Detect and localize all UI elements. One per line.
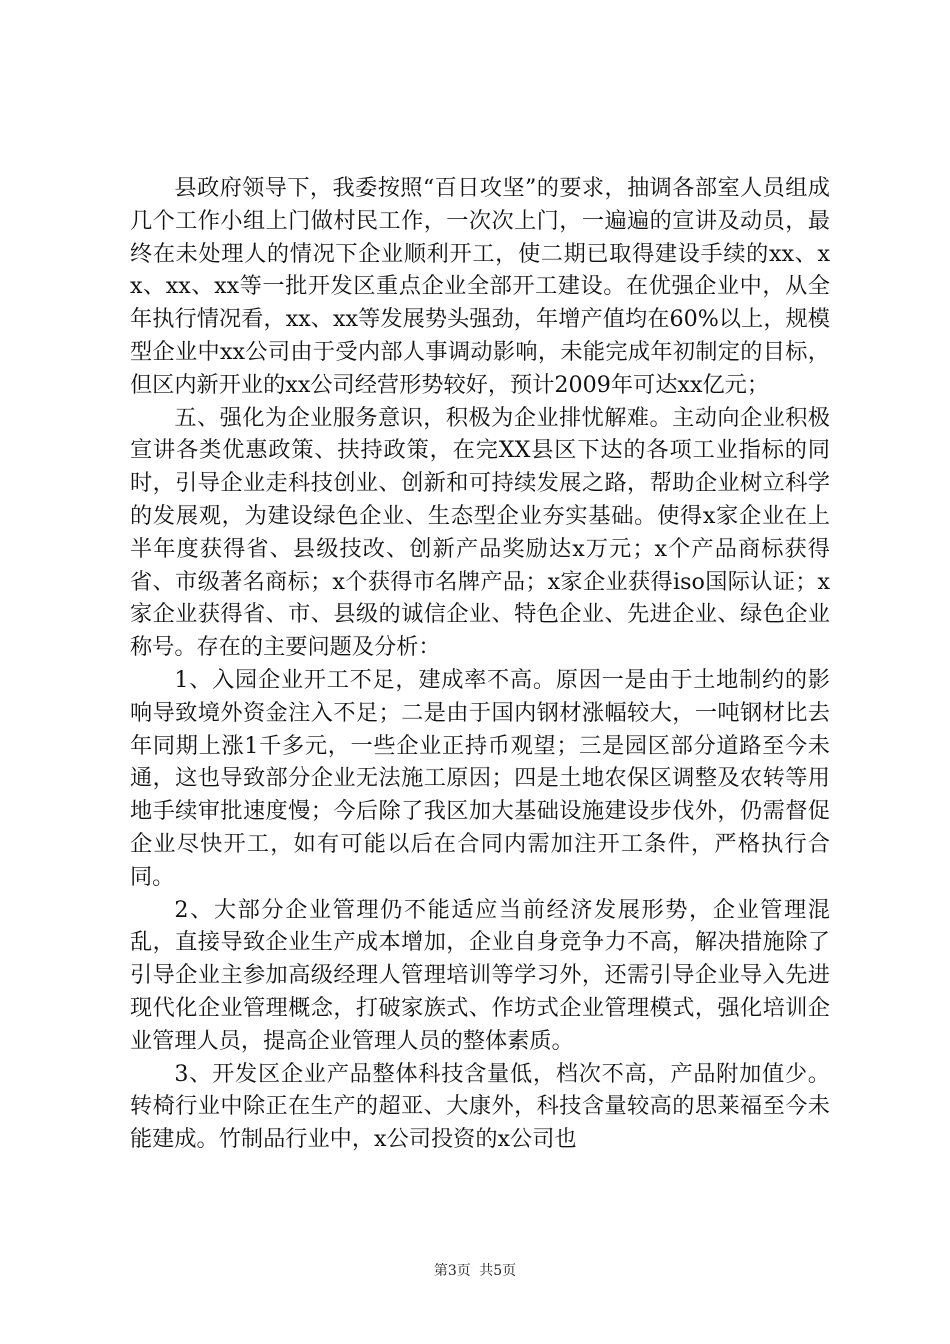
- paragraph-5: 3、开发区企业产品整体科技含量低，档次不高，产品附加值少。转椅行业中除正在生产的超亚、大康外，科技含量较高的思莱福至今未能建成。竹制品行业中，x公司投资的x公司也: [130, 1060, 830, 1153]
- paragraph-4: 2、大部分企业管理仍不能适应当前经济发展形势，企业管理混乱，直接导致企业生产成本增加，企业自身竞争力不高，解决措施除了引导企业主参加高级经理人管理培训等学习外，还需引导企业导入先进现代化企业管理概念，打破家族式、作坊式企业管理模式，强化培训企业管理人员，提高企业管理人员的整体素质。: [130, 896, 830, 1054]
- paragraph-2: 五、强化为企业服务意识，积极为企业排忧解难。主动向企业积极宣讲各类优惠政策、扶持政策，在完XX县区下达的各项工业指标的同时，引导企业走科技创业、创新和可持续发展之路，帮助企业树立科学的发展观，为建设绿色企业、生态型企业夯实基础。使得x家企业在上半年度获得省、县级技改、创新产品奖励达x万元；x个产品商标获得省、市级著名商标；x个获得市名牌产品；x家企业获得iso国际认证；x家企业获得省、市、县级的诚信企业、特色企业、先进企业、绿色企业称号。存在的主要问题及分析：: [130, 404, 830, 661]
- paragraph-3: 1、入园企业开工不足，建成率不高。原因一是由于土地制约的影响导致境外资金注入不足；二是由于国内钢材涨幅较大，一吨钢材比去年同期上涨1千多元，一些企业正持币观望；三是园区部分道路至今未通，这也导致部分企业无法施工原因；四是土地农保区调整及农转等用地手续审批速度慢；今后除了我区加大基础设施建设步伐外，仍需督促企业尽快开工，如有可能以后在合同内需加注开工条件，严格执行合同。: [130, 666, 830, 890]
- page-number: 第3页: [433, 1263, 471, 1279]
- document-body: [130, 172, 830, 1156]
- paragraph-1: 县政府领导下，我委按照“百日攻坚”的要求，抽调各部室人员组成几个工作小组上门做村民工作，一次次上门，一遍遍的宣讲及动员，最终在未处理人的情况下企业顺利开工，使二期已取得建设手续的xx、xx、xx、xx等一批开发区重点企业全部开工建设。在优强企业中，从全年执行情况看，xx、xx等发展势头强劲，年增产值均在60%以上，规模型企业中xx公司由于受内部人事调动影响，未能完成年初制定的目标，但区内新开业的xx公司经营形势较好，预计2009年可达xx亿元；: [130, 175, 830, 398]
- page-footer: [0, 1262, 950, 1280]
- page-total: 共5页: [479, 1263, 517, 1279]
